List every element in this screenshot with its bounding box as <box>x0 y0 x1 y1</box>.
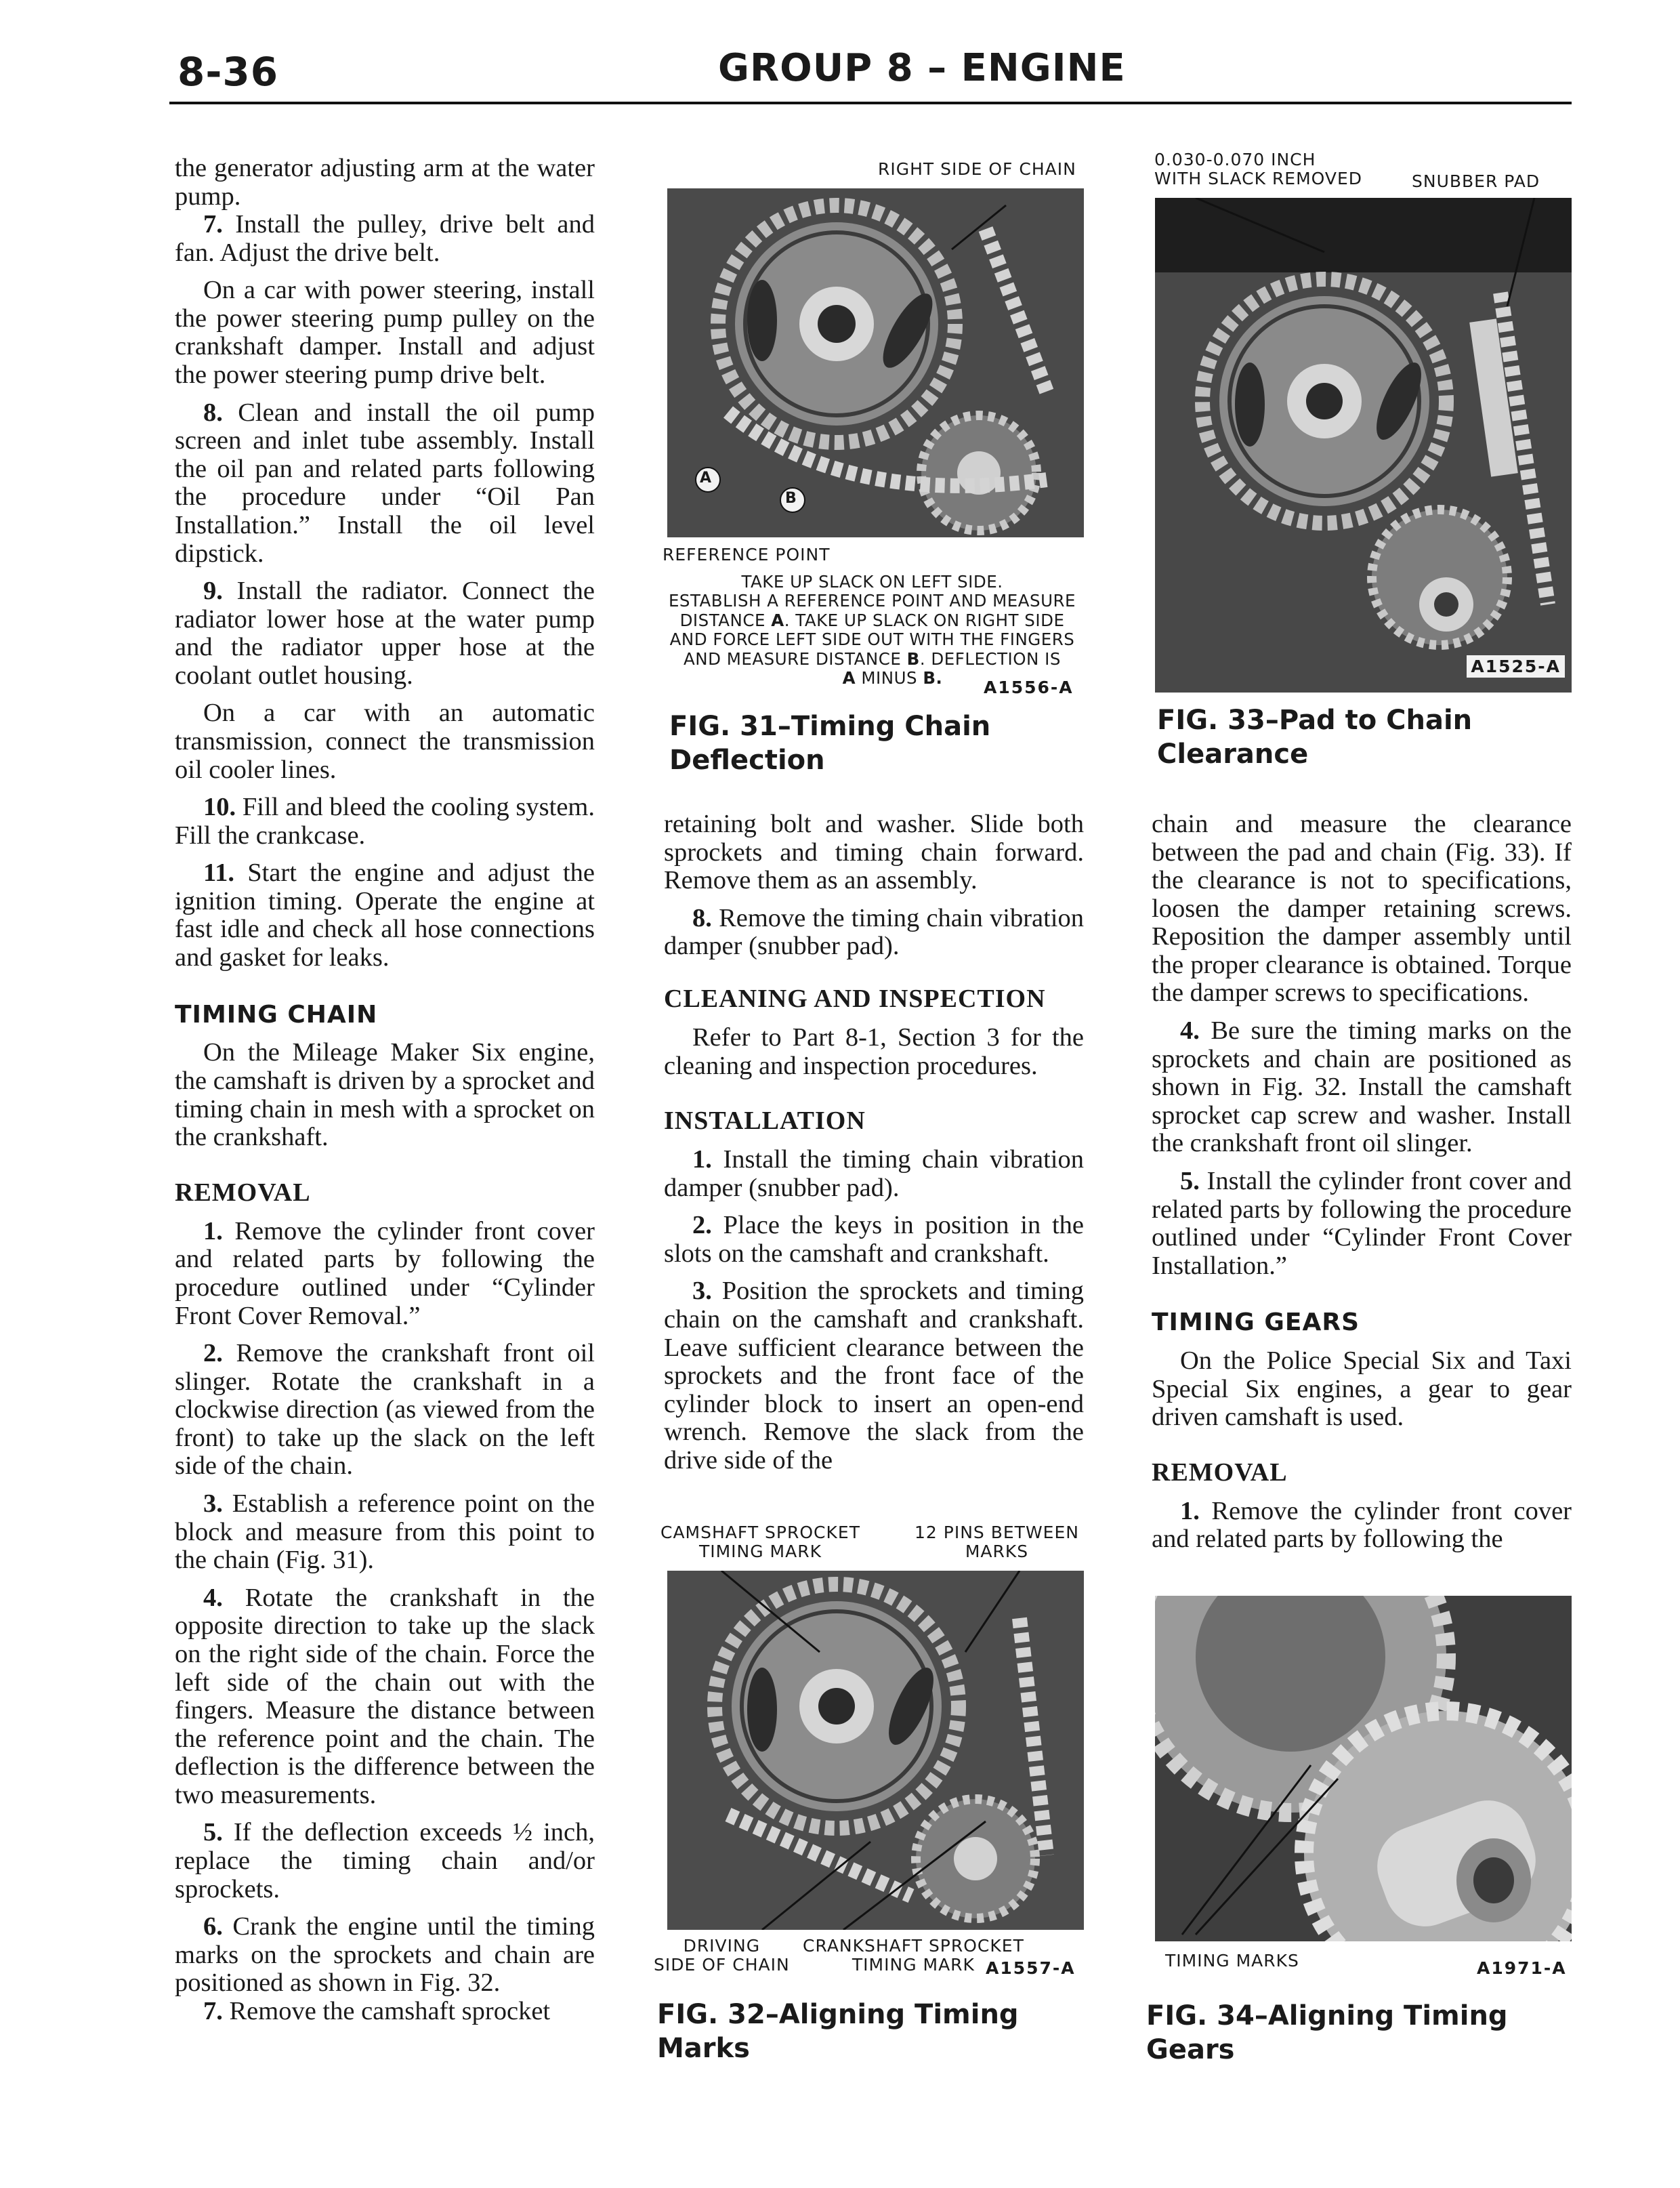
paragraph <box>175 399 595 568</box>
step-number: 5. <box>203 1818 223 1847</box>
callout-line: TIMING MARK <box>698 1541 822 1561</box>
marker-b: B <box>785 490 797 507</box>
callout-line: 12 PINS BETWEEN <box>915 1523 1079 1542</box>
step-number: 3. <box>692 1277 712 1306</box>
step-text: Remove the timing chain vibration damper (snubber pad). <box>664 903 1085 961</box>
callout-line: TIMING MARK <box>852 1954 975 1975</box>
paragraph: the generator adjusting arm at the water pump. <box>175 154 595 211</box>
step-number: 3. <box>203 1489 223 1519</box>
group-title: GROUP 8 – ENGINE <box>718 46 1126 90</box>
paragraph <box>175 577 595 690</box>
callout-line: CRANKSHAFT SPROCKET <box>803 1936 1024 1956</box>
step-number: 7. <box>203 210 223 239</box>
figure-31-title: FIG. 31–Timing Chain Deflection <box>669 711 991 776</box>
step-number: 1. <box>1180 1496 1200 1525</box>
caption-fragment: A <box>842 668 856 688</box>
paragraph <box>664 1146 1084 1202</box>
step-text: Start the engine and adjust the ignition timing. Operate the engine at fast idle and check all hose connections and gasket for leaks. <box>175 859 595 972</box>
timing-chain-photo <box>667 188 1084 537</box>
figure-31-caption-text <box>660 573 1084 688</box>
section-heading-timing-chain: TIMING CHAIN <box>175 1000 378 1029</box>
header-rule <box>169 102 1572 104</box>
section-heading-timing-gears: TIMING GEARS <box>1152 1308 1360 1337</box>
paragraph <box>1152 1017 1572 1158</box>
paragraph: On a car with power steering, install the power steering pump pulley on the crankshaft damper. Install and adjust the power steering pump drive belt. <box>175 276 595 390</box>
step-number: 1. <box>692 1145 712 1174</box>
step-text: Rotate the crankshaft in the opposite direction to take up the slack on the right side of the chain. Force the left side of the chain out with the fingers. Measure the distance between the reference point and the chain. The deflection is the difference between the two measurements. <box>175 1583 595 1809</box>
paragraph <box>175 1218 595 1330</box>
caption-line: TAKE UP SLACK ON LEFT SIDE. <box>741 572 1003 592</box>
paragraph: retaining bolt and washer. Slide both sprockets and timing chain forward. Remove them as an assembly. <box>664 810 1084 895</box>
section-heading-installation: INSTALLATION <box>664 1107 866 1136</box>
callout-clearance-spec <box>1154 150 1362 188</box>
step-text: Crank the engine until the timing marks on the sprockets and chain are positioned as shown in Fig. 32. <box>175 1912 595 1998</box>
step-number: 5. <box>1180 1166 1200 1195</box>
text-column-3 <box>1152 810 1572 1554</box>
caption-fragment: . DEFLECTION IS <box>919 648 1061 669</box>
caption-line <box>660 650 1084 669</box>
figure-32-title: FIG. 32–Aligning Timing Marks <box>657 1999 1019 2064</box>
step-number: 7. <box>203 1996 223 2025</box>
callout-driving-side-of-chain <box>654 1937 790 1974</box>
figure-33-code: A1525-A <box>1467 655 1565 678</box>
caption-fragment: . TAKE UP SLACK ON RIGHT SIDE <box>784 610 1065 630</box>
step-text: Fill and bleed the cooling system. Fill the crankcase. <box>175 793 595 850</box>
section-heading-removal: REMOVAL <box>175 1178 311 1207</box>
paragraph <box>175 859 595 972</box>
paragraph <box>175 1913 595 1998</box>
paragraph <box>1152 1168 1572 1280</box>
marker-a: A <box>700 470 712 487</box>
figure-34-code: A1971-A <box>1477 1958 1567 1978</box>
caption-fragment: DISTANCE <box>679 610 765 630</box>
step-text: Place the keys in position in the slots on the camshaft and crankshaft. <box>664 1211 1084 1268</box>
timing-marks-illustration <box>667 1571 1084 1930</box>
step-text: Remove the cylinder front cover and related parts by following the procedure outlined under “Cylinder Front Cover Removal.” <box>175 1216 595 1330</box>
paragraph <box>1152 1498 1572 1554</box>
step-number: 6. <box>203 1912 223 1941</box>
timing-chain-illustration <box>667 188 1084 537</box>
callout-reference-point: REFERENCE POINT <box>663 545 831 564</box>
paragraph <box>175 1998 595 2026</box>
step-number: 8. <box>203 398 223 427</box>
paragraph <box>664 1212 1084 1268</box>
step-number: 2. <box>692 1211 712 1240</box>
callout-right-side-of-chain: RIGHT SIDE OF CHAIN <box>878 159 1076 179</box>
paragraph: On the Mileage Maker Six engine, the camshaft is driven by a sprocket and timing chain in mesh with a sprocket on the crankshaft. <box>175 1038 595 1152</box>
callout-line: SIDE OF CHAIN <box>654 1954 790 1975</box>
step-number: 4. <box>1180 1016 1200 1046</box>
caption-line: AND FORCE LEFT SIDE OUT WITH THE FINGERS <box>669 629 1075 650</box>
step-text: Install the pulley, drive belt and fan. Adjust the drive belt. <box>175 210 595 267</box>
snubber-pad-photo <box>1155 198 1572 693</box>
callout-line: 0.030-0.070 INCH <box>1154 150 1316 169</box>
caption-line <box>660 611 1084 630</box>
step-text: Remove the camshaft sprocket <box>229 1996 551 2025</box>
paragraph <box>175 1340 595 1481</box>
page-number: 8-36 <box>177 49 279 95</box>
paragraph: Refer to Part 8-1, Section 3 for the cleaning and inspection procedures. <box>664 1023 1084 1080</box>
timing-gears-photo <box>1155 1596 1572 1941</box>
step-number: 11. <box>203 859 235 888</box>
step-number: 10. <box>203 793 236 822</box>
snubber-pad-illustration <box>1155 198 1572 693</box>
step-text: Be sure the timing marks on the sprockets and chain are positioned as shown in Fig. 32. Install the camshaft sprocket cap screw and washer. Install the crankshaft front oil slinger. <box>1152 1016 1572 1158</box>
callout-timing-marks: TIMING MARKS <box>1165 1951 1299 1970</box>
step-text: Install the timing chain vibration damper (snubber pad). <box>664 1145 1084 1202</box>
text-column-2 <box>664 810 1084 1474</box>
paragraph <box>664 905 1084 961</box>
text-column-1 <box>175 154 595 2025</box>
paragraph <box>175 793 595 850</box>
callout-snubber-pad: SNUBBER PAD <box>1412 171 1540 191</box>
timing-marks-photo <box>667 1571 1084 1930</box>
step-number: 1. <box>203 1216 223 1245</box>
figure-31-code: A1556-A <box>984 678 1074 697</box>
step-text: Position the sprockets and timing chain on the camshaft and crankshaft. Leave sufficient clearance between the sprockets and the front face of the cylinder block to insert an open-end wrench. Remove the slack from the drive side of the <box>664 1277 1085 1474</box>
step-number: 9. <box>203 577 223 606</box>
caption-fragment: A <box>771 610 784 630</box>
paragraph <box>175 1490 595 1575</box>
figure-33-title: FIG. 33–Pad to Chain Clearance <box>1157 705 1473 770</box>
timing-gears-illustration <box>1155 1596 1572 1941</box>
step-number: 2. <box>203 1339 223 1368</box>
paragraph <box>664 1277 1084 1474</box>
figure-34-title: FIG. 34–Aligning Timing Gears <box>1146 2000 1508 2065</box>
step-text: If the deflection exceeds ½ inch, replace the timing chain and/or sprockets. <box>175 1818 595 1903</box>
callout-line: CAMSHAFT SPROCKET <box>660 1523 860 1542</box>
figure-32-code: A1557-A <box>986 1958 1076 1978</box>
paragraph: On a car with an automatic transmission, connect the transmission oil cooler lines. <box>175 699 595 784</box>
step-text: Clean and install the oil pump screen and inlet tube assembly. Install the oil pan and related parts following the procedure under “Oil Pan Installation.” Install the oil level dipstick. <box>175 398 595 568</box>
callout-line: DRIVING <box>683 1936 761 1956</box>
callout-12-pins-between-marks <box>915 1523 1079 1561</box>
paragraph <box>175 1584 595 1810</box>
section-heading-cleaning-inspection: CLEANING AND INSPECTION <box>664 984 1046 1013</box>
step-text: Establish a reference point on the block and measure from this point to the chain (Fig. 31). <box>175 1489 595 1575</box>
step-number: 4. <box>203 1583 223 1612</box>
caption-line: ESTABLISH A REFERENCE POINT AND MEASURE <box>668 591 1076 611</box>
callout-camshaft-sprocket-timing-mark <box>660 1523 860 1561</box>
step-text: Install the radiator. Connect the radiator lower hose at the water pump and the radiator upper hose at the coolant outlet housing. <box>175 577 595 690</box>
section-heading-removal: REMOVAL <box>1152 1458 1288 1487</box>
paragraph <box>175 1819 595 1903</box>
callout-line: MARKS <box>965 1541 1029 1561</box>
caption-fragment: MINUS <box>861 668 918 688</box>
callout-line: WITH SLACK REMOVED <box>1154 168 1363 188</box>
caption-fragment: B <box>906 648 920 669</box>
step-text: Remove the crankshaft front oil slinger. Rotate the crankshaft in a clockwise direction (as viewed from the front) to take up the slack on the left side of the chain. <box>175 1339 595 1481</box>
step-text: Remove the cylinder front cover and related parts by following the <box>1152 1496 1572 1554</box>
step-text: Install the cylinder front cover and related parts by following the procedure outlined under “Cylinder Front Cover Installation.” <box>1152 1166 1572 1280</box>
paragraph <box>175 211 595 267</box>
paragraph: chain and measure the clearance between the pad and chain (Fig. 33). If the clearance is not to specifications, loosen the damper retaining screws. Reposition the damper assembly until the proper clearance is obtained. Torque the damper screws to specifications. <box>1152 810 1572 1008</box>
caption-fragment: B. <box>923 668 943 688</box>
step-number: 8. <box>692 903 712 932</box>
paragraph: On the Police Special Six and Taxi Special Six engines, a gear to gear driven camshaft is used. <box>1152 1346 1572 1432</box>
caption-fragment: AND MEASURE DISTANCE <box>684 648 902 669</box>
